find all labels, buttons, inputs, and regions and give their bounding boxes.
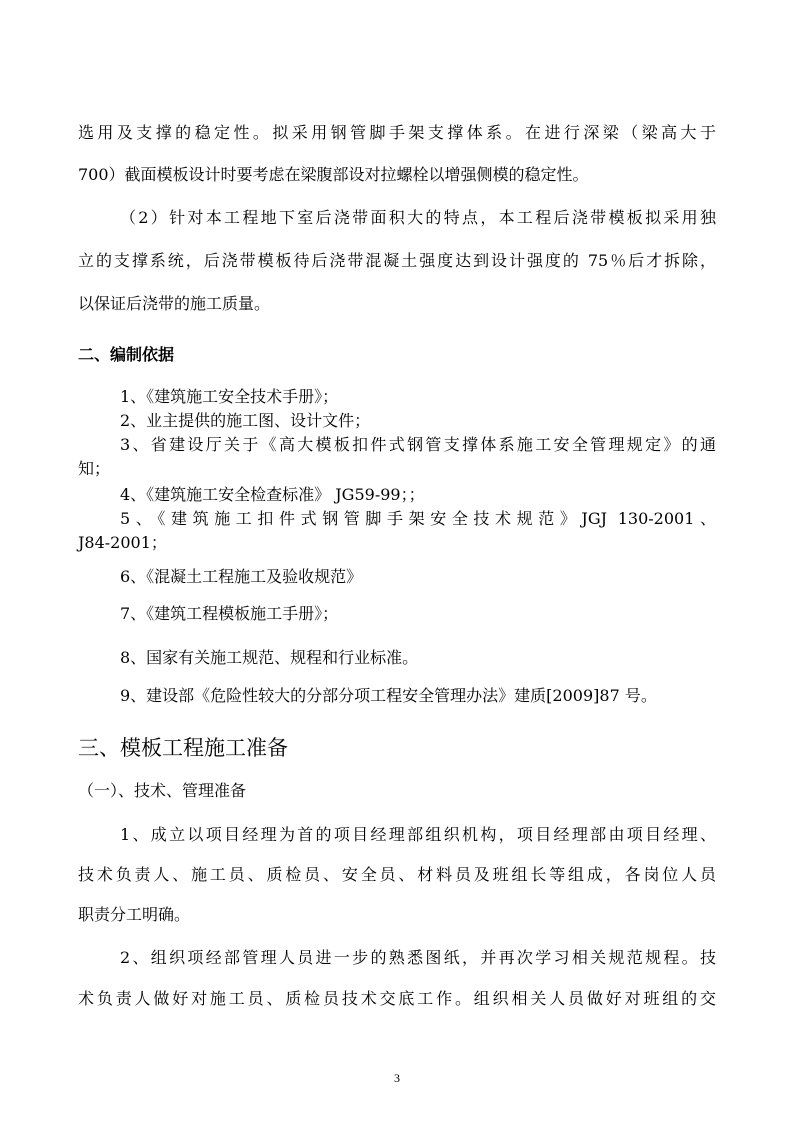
basis-item-4: 4、《建筑施工安全检查标准》 JG59-99；； [120, 485, 425, 504]
section3-heading: 三、模板工程施工准备 [78, 736, 288, 760]
intro-line-2: 700）截面模板设计时要考虑在梁腹部设对拉螺栓以增强侧模的稳定性。 [78, 165, 589, 184]
prep-para1-line-3: 职责分工明确。 [78, 905, 191, 924]
para2-line-2: 立的支撑系统，后浇带模板待后浇带混凝土强度达到设计强度的 75％后才拆除， [78, 251, 716, 270]
prep-para1-line-1: 1、成立以项目经理为首的项目经理部组织机构，项目经理部由项目经理、 [120, 825, 716, 844]
basis-item-5: 5、《建筑施工扣件式钢管脚手架安全技术规范》JGJ 130-2001、 [120, 509, 716, 528]
basis-item-6: 6、《混凝土工程施工及验收规范》 [120, 567, 363, 586]
prep-para1-line-2: 技术负责人、施工员、质检员、安全员、材料员及班组长等组成，各岗位人员 [78, 865, 716, 884]
basis-item-8: 8、国家有关施工规范、规程和行业标准。 [120, 648, 419, 667]
basis-item-1: 1、《建筑施工安全技术手册》； [120, 387, 339, 406]
basis-item-7: 7、《建筑工程模板施工手册》； [120, 604, 339, 623]
basis-item-3-cont: 知； [78, 459, 111, 478]
basis-item-5-cont: J84-2001； [78, 533, 167, 552]
section3-subheading: （一）、技术、管理准备 [78, 781, 247, 800]
page-number: 3 [394, 1071, 400, 1085]
para2-line-1: （2）针对本工程地下室后浇带面积大的特点，本工程后浇带模板拟采用独 [120, 208, 716, 227]
basis-item-9: 9、建设部《危险性较大的分部分项工程安全管理办法》建质[2009]87 号。 [120, 686, 657, 705]
prep-para2-line-1: 2、组织项经部管理人员进一步的熟悉图纸，并再次学习相关规范规程。技 [120, 948, 716, 967]
para2-line-3: 以保证后浇带的施工质量。 [78, 294, 271, 313]
prep-para2-line-2: 术负责人做好对施工员、质检员技术交底工作。组织相关人员做好对班组的交 [78, 989, 716, 1008]
basis-item-2: 2、业主提供的施工图、设计文件； [120, 411, 371, 430]
basis-item-3: 3、省建设厅关于《高大模板扣件式钢管支撑体系施工安全管理规定》的通 [120, 435, 716, 454]
section2-heading: 二、编制依据 [78, 345, 175, 364]
intro-line-1: 选用及支撑的稳定性。拟采用钢管脚手架支撑体系。在进行深梁（梁高大于 [78, 123, 716, 142]
